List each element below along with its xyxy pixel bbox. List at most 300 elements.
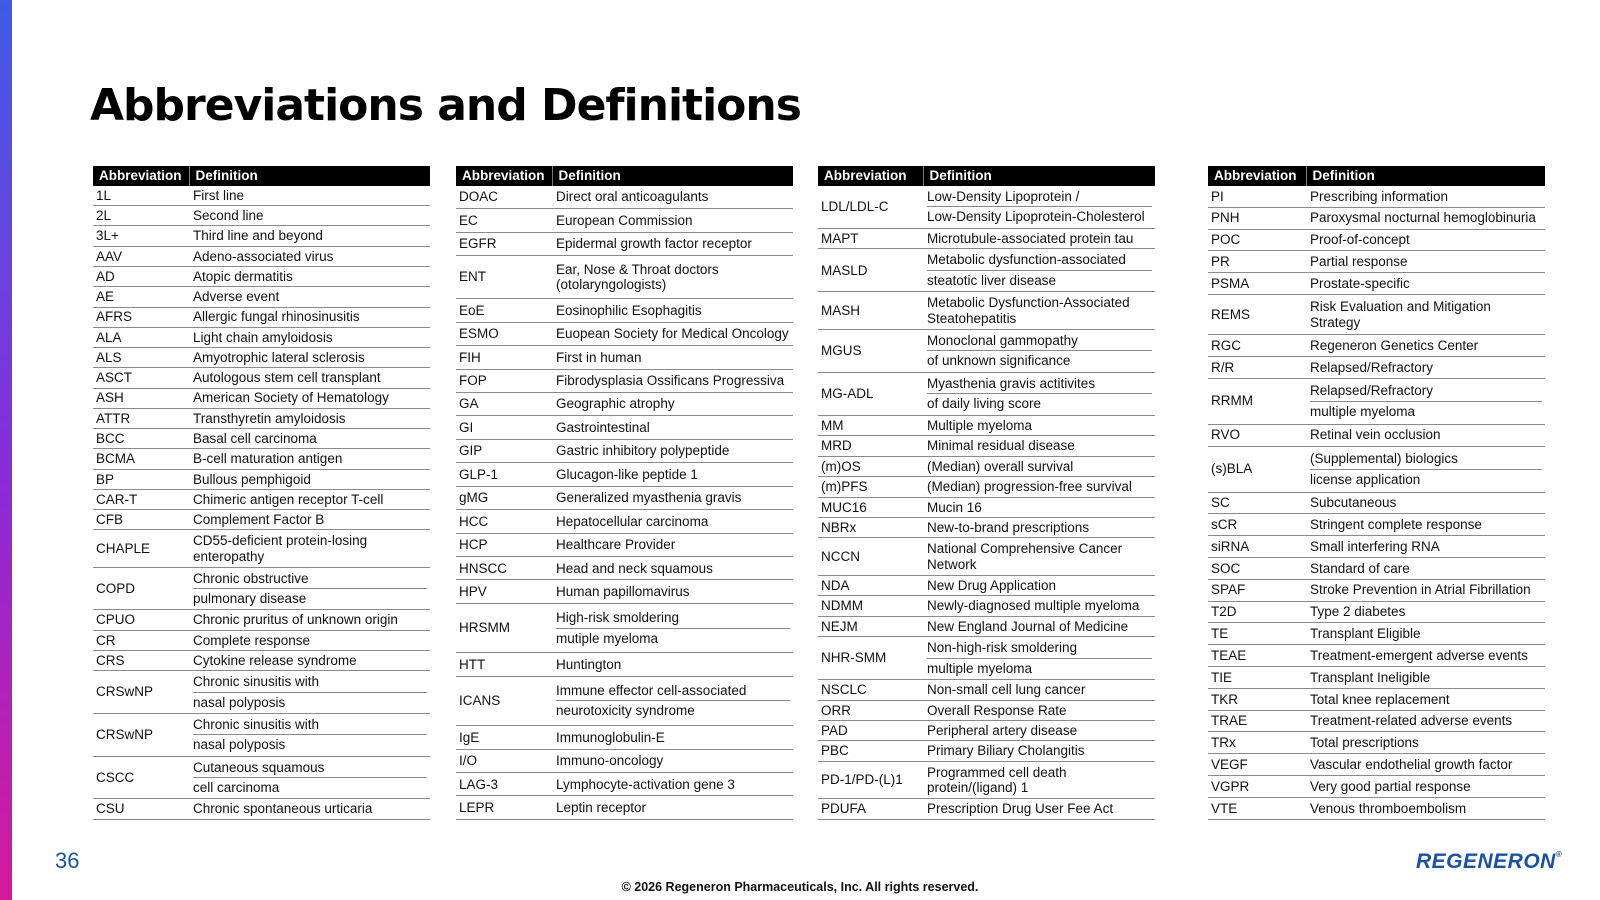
table-row xyxy=(456,749,793,772)
abbreviation-cell: PI xyxy=(1208,186,1306,207)
table-row xyxy=(93,650,430,670)
abbreviation-cell: TKR xyxy=(1208,688,1306,710)
definition-text: Mucin 16 xyxy=(927,499,982,515)
abbreviation-cell: T2D xyxy=(1208,601,1306,623)
definition-cell xyxy=(189,287,430,307)
definition-text: Relapsed/Refractory xyxy=(1310,383,1434,399)
definition-cell xyxy=(923,249,1155,292)
table-row xyxy=(818,637,1155,680)
definition-cell xyxy=(552,749,793,772)
definition-cell xyxy=(189,327,430,347)
abbreviation-cell: MAPT xyxy=(818,228,923,248)
table-row xyxy=(456,486,793,509)
definition-text: Healthcare Provider xyxy=(556,537,676,553)
table-row xyxy=(93,469,430,489)
definition-cell xyxy=(923,518,1155,538)
definition-text: Bullous pemphigoid xyxy=(193,471,311,487)
definition-text: Fibrodysplasia Ossificans Progressiva xyxy=(556,373,785,389)
definition-cell xyxy=(552,299,793,322)
abbreviation-cell: 1L xyxy=(93,186,189,206)
definition-header: Definition xyxy=(923,166,1155,186)
table-row xyxy=(456,796,793,820)
table-row xyxy=(93,449,430,469)
table-row xyxy=(818,477,1155,497)
definition-text: Euopean Society for Medical Oncology xyxy=(556,326,789,342)
definition-cell xyxy=(1306,424,1545,446)
table-row xyxy=(456,726,793,749)
definition-cell xyxy=(923,761,1155,799)
abbreviation-cell: CSU xyxy=(93,799,189,820)
table-row xyxy=(456,322,793,345)
definition-cell xyxy=(1306,335,1545,357)
definition-text: Cutaneous squamous xyxy=(193,759,325,775)
definition-text: Transplant Eligible xyxy=(1310,626,1421,642)
abbreviation-cell: R/R xyxy=(1208,356,1306,378)
definition-cell xyxy=(1306,797,1545,819)
definition-text: license application xyxy=(1310,469,1542,488)
definition-cell xyxy=(189,713,430,756)
definition-cell xyxy=(189,246,430,266)
abbreviation-cell: GIP xyxy=(456,439,552,462)
definition-cell xyxy=(923,799,1155,820)
definition-text: Direct oral anticoagulants xyxy=(556,189,709,205)
definition-text: Total knee replacement xyxy=(1310,691,1450,707)
definition-text: multiple myeloma xyxy=(1310,401,1542,420)
definition-cell xyxy=(552,580,793,603)
definition-text: Stringent complete response xyxy=(1310,517,1482,532)
definition-cell xyxy=(552,416,793,439)
definition-cell xyxy=(552,463,793,486)
abbreviation-cell: ASH xyxy=(93,388,189,408)
definition-text: Proof-of-concept xyxy=(1310,232,1410,248)
definition-cell xyxy=(1306,251,1545,273)
definition-cell xyxy=(552,346,793,369)
definition-text: Second line xyxy=(193,208,264,224)
table-row xyxy=(818,186,1155,228)
abbreviation-cell: MRD xyxy=(818,436,923,456)
table-row xyxy=(93,206,430,226)
table-row xyxy=(818,436,1155,456)
table-row xyxy=(93,307,430,327)
abbreviation-cell: NCCN xyxy=(818,538,923,576)
definition-cell xyxy=(1306,186,1545,207)
definition-text: Treatment-emergent adverse events xyxy=(1310,647,1528,663)
abbreviation-cell: MASH xyxy=(818,292,923,330)
definition-text: Immune effector cell-associated xyxy=(556,682,747,698)
abbreviation-cell: ESMO xyxy=(456,322,552,345)
abbreviation-cell: CAR-T xyxy=(93,489,189,509)
abbreviation-header: Abbreviation xyxy=(818,166,923,186)
abbreviation-cell: FIH xyxy=(456,346,552,369)
table-row xyxy=(456,510,793,533)
table-row xyxy=(1208,536,1545,558)
definition-text: Human papillomavirus xyxy=(556,583,690,599)
definition-text: Generalized myasthenia gravis xyxy=(556,490,742,506)
definition-text: Low-Density Lipoprotein-Cholesterol xyxy=(927,206,1152,225)
definition-cell xyxy=(923,637,1155,680)
table-row xyxy=(93,756,430,799)
definition-cell xyxy=(189,510,430,530)
definition-text: Non-small cell lung cancer xyxy=(927,682,1086,698)
abbreviation-cell: RVO xyxy=(1208,424,1306,446)
abbreviation-cell: SOC xyxy=(1208,557,1306,579)
definition-text: nasal polyposis xyxy=(193,734,427,753)
table-row xyxy=(93,630,430,650)
definition-header: Definition xyxy=(552,166,793,186)
table-row xyxy=(818,761,1155,799)
definition-text: (Median) overall survival xyxy=(927,458,1074,474)
definition-cell xyxy=(923,416,1155,436)
definition-cell xyxy=(923,700,1155,720)
table-row xyxy=(456,186,793,209)
definition-cell xyxy=(189,388,430,408)
table-row xyxy=(1208,667,1545,689)
table-row xyxy=(93,671,430,714)
abbreviation-cell: LAG-3 xyxy=(456,773,552,796)
definition-text: Third line and beyond xyxy=(193,228,323,244)
definition-text: steatotic liver disease xyxy=(927,270,1152,289)
definition-text: CD55-deficient protein-losing enteropathy xyxy=(193,533,368,564)
definition-text: cell carcinoma xyxy=(193,777,427,796)
abbreviation-cell: CFB xyxy=(93,510,189,530)
definition-cell xyxy=(552,256,793,299)
table-row xyxy=(1208,754,1545,776)
definition-cell xyxy=(552,533,793,556)
definition-cell xyxy=(189,650,430,670)
definition-text: Chronic obstructive xyxy=(193,570,309,586)
abbreviation-cell: AFRS xyxy=(93,307,189,327)
definition-cell xyxy=(189,307,430,327)
definition-text: Low-Density Lipoprotein / xyxy=(927,188,1080,204)
abbreviation-header: Abbreviation xyxy=(93,166,189,186)
abbreviation-cell: COPD xyxy=(93,567,189,610)
definition-cell xyxy=(189,267,430,287)
definition-text: Basal cell carcinoma xyxy=(193,431,317,447)
table-row xyxy=(93,246,430,266)
table-row xyxy=(93,327,430,347)
table-row xyxy=(818,700,1155,720)
definition-cell xyxy=(189,756,430,799)
definition-cell xyxy=(923,497,1155,517)
definition-cell xyxy=(552,439,793,462)
table-row xyxy=(818,228,1155,248)
abbreviation-cell: HCP xyxy=(456,533,552,556)
table-row xyxy=(818,721,1155,741)
table-row xyxy=(456,346,793,369)
table-row xyxy=(818,596,1155,616)
definition-text: Head and neck squamous xyxy=(556,560,713,576)
abbreviation-cell: AD xyxy=(93,267,189,287)
abbreviation-cell: CHAPLE xyxy=(93,530,189,567)
definition-text: Regeneron Genetics Center xyxy=(1310,337,1479,353)
table-row xyxy=(1208,207,1545,229)
definition-cell xyxy=(1306,294,1545,334)
definition-text: Prescription Drug User Fee Act xyxy=(927,801,1114,817)
table-row xyxy=(1208,601,1545,623)
definition-text: Lymphocyte-activation gene 3 xyxy=(556,776,735,792)
abbreviation-cell: MGUS xyxy=(818,329,923,372)
definition-cell xyxy=(189,469,430,489)
definition-cell xyxy=(552,796,793,820)
definition-cell xyxy=(1306,273,1545,295)
definition-cell xyxy=(1306,557,1545,579)
definition-cell xyxy=(189,226,430,246)
table-row xyxy=(818,292,1155,330)
definition-text: High-risk smoldering xyxy=(556,610,680,626)
definition-text: neurotoxicity syndrome xyxy=(556,700,790,719)
definition-text: Geographic atrophy xyxy=(556,396,675,412)
definition-text: Programmed cell death protein/(ligand) 1 xyxy=(927,764,1067,796)
abbreviation-table-3 xyxy=(818,166,1155,820)
definition-header: Definition xyxy=(1306,166,1545,186)
definition-cell xyxy=(189,449,430,469)
abbreviation-cell: FOP xyxy=(456,369,552,392)
definition-text: of unknown significance xyxy=(927,350,1152,369)
table-row xyxy=(1208,251,1545,273)
table-row xyxy=(1208,273,1545,295)
abbreviation-cell: NEJM xyxy=(818,616,923,636)
abbreviation-cell: AE xyxy=(93,287,189,307)
definition-header: Definition xyxy=(189,166,430,186)
definition-cell xyxy=(552,653,793,676)
abbreviation-cell: (m)PFS xyxy=(818,477,923,497)
abbreviation-cell: CR xyxy=(93,630,189,650)
definition-text: Ear, Nose & Throat doctors (otolaryngologists) xyxy=(556,261,719,293)
definition-cell xyxy=(923,372,1155,415)
definition-cell xyxy=(923,538,1155,576)
abbreviation-cell: ASCT xyxy=(93,368,189,388)
table-row xyxy=(456,676,793,725)
abbreviation-cell: POC xyxy=(1208,229,1306,251)
table-row xyxy=(1208,378,1545,424)
definition-cell xyxy=(1306,645,1545,667)
definition-cell xyxy=(1306,667,1545,689)
definition-cell xyxy=(189,671,430,714)
definition-cell xyxy=(552,557,793,580)
definition-text: of daily living score xyxy=(927,393,1152,412)
table-row xyxy=(1208,732,1545,754)
definition-cell xyxy=(189,206,430,226)
definition-text: Overall Response Rate xyxy=(927,702,1067,718)
definition-cell xyxy=(1306,732,1545,754)
definition-text: Chronic sinusitis with xyxy=(193,716,320,732)
definition-cell xyxy=(189,368,430,388)
definition-text: Metabolic Dysfunction-Associated Steatohepatitis xyxy=(927,295,1130,326)
table-row xyxy=(93,489,430,509)
table-row xyxy=(93,226,430,246)
abbreviation-cell: VEGF xyxy=(1208,754,1306,776)
abbreviation-cell: BCC xyxy=(93,429,189,449)
definition-text: Chronic pruritus of unknown origin xyxy=(193,612,398,628)
abbreviation-cell: SPAF xyxy=(1208,579,1306,601)
abbreviation-cell: gMG xyxy=(456,486,552,509)
definition-text: National Comprehensive Cancer Network xyxy=(927,541,1123,572)
abbreviation-cell: TIE xyxy=(1208,667,1306,689)
table-row xyxy=(818,372,1155,415)
definition-cell xyxy=(552,232,793,255)
definition-text: Stroke Prevention in Atrial Fibrillation xyxy=(1310,582,1531,598)
abbreviation-cell: MASLD xyxy=(818,249,923,292)
definition-text: Venous thromboembolism xyxy=(1310,800,1467,816)
registered-mark: ® xyxy=(1555,850,1563,859)
definition-text: Newly-diagnosed multiple myeloma xyxy=(927,598,1140,614)
definition-cell xyxy=(1306,356,1545,378)
definition-text: Glucagon-like peptide 1 xyxy=(556,466,698,482)
table-row xyxy=(1208,688,1545,710)
definition-text: Risk Evaluation and Mitigation Strategy xyxy=(1310,299,1491,330)
logo-text: REGENERON xyxy=(1416,850,1556,873)
definition-text: Complete response xyxy=(193,632,311,648)
abbreviation-cell: CRSwNP xyxy=(93,671,189,714)
table-row xyxy=(93,267,430,287)
definition-cell xyxy=(923,186,1155,228)
definition-text: Prescribing information xyxy=(1310,188,1449,204)
definition-cell xyxy=(552,209,793,232)
abbreviation-cell: RGC xyxy=(1208,335,1306,357)
definition-text: New Drug Application xyxy=(927,577,1057,593)
table-row xyxy=(1208,294,1545,334)
table-row xyxy=(456,533,793,556)
abbreviation-cell: VTE xyxy=(1208,797,1306,819)
abbreviation-header: Abbreviation xyxy=(1208,166,1306,186)
table-row xyxy=(1208,186,1545,207)
abbreviation-cell: SC xyxy=(1208,492,1306,514)
abbreviation-cell: TRAE xyxy=(1208,710,1306,732)
abbreviation-cell: HTT xyxy=(456,653,552,676)
definition-cell xyxy=(923,456,1155,476)
definition-cell xyxy=(1306,492,1545,514)
table-row xyxy=(818,680,1155,700)
definition-cell xyxy=(1306,378,1545,424)
abbreviation-cell: siRNA xyxy=(1208,536,1306,558)
definition-cell xyxy=(552,392,793,415)
definition-cell xyxy=(189,610,430,630)
abbreviation-cell: NBRx xyxy=(818,518,923,538)
definition-cell xyxy=(923,616,1155,636)
definition-cell xyxy=(923,596,1155,616)
definition-text: Relapsed/Refractory xyxy=(1310,359,1434,375)
abbreviation-cell: HPV xyxy=(456,580,552,603)
abbreviation-cell: HRSMM xyxy=(456,603,552,652)
definition-text: Minimal residual disease xyxy=(927,438,1075,454)
abbreviation-cell: HCC xyxy=(456,510,552,533)
table-row xyxy=(1208,229,1545,251)
abbreviation-cell: 2L xyxy=(93,206,189,226)
definition-text: Autologous stem cell transplant xyxy=(193,370,381,386)
abbreviation-cell: sCR xyxy=(1208,514,1306,536)
definition-text: Subcutaneous xyxy=(1310,495,1397,511)
abbreviation-cell: ATTR xyxy=(93,408,189,428)
table-row xyxy=(456,209,793,232)
definition-cell xyxy=(1306,601,1545,623)
abbreviation-cell: 3L+ xyxy=(93,226,189,246)
definition-cell xyxy=(1306,207,1545,229)
definition-text: Light chain amyloidosis xyxy=(193,329,333,345)
definition-cell xyxy=(189,429,430,449)
table-row xyxy=(818,575,1155,595)
table-row xyxy=(818,329,1155,372)
table-row xyxy=(456,603,793,652)
definition-text: Gastrointestinal xyxy=(556,419,650,435)
definition-cell xyxy=(189,799,430,820)
abbreviation-cell: PBC xyxy=(818,741,923,761)
definition-text: First line xyxy=(193,187,245,203)
table-row xyxy=(93,610,430,630)
abbreviation-cell: ORR xyxy=(818,700,923,720)
table-row xyxy=(93,388,430,408)
gradient-accent-bar xyxy=(0,0,12,900)
table-row xyxy=(456,256,793,299)
definition-text: Multiple myeloma xyxy=(927,417,1033,433)
abbreviation-cell: ALA xyxy=(93,327,189,347)
definition-text: Adverse event xyxy=(193,289,280,305)
abbreviation-cell: CRS xyxy=(93,650,189,670)
table-row xyxy=(1208,776,1545,798)
definition-text: Prostate-specific xyxy=(1310,275,1410,291)
abbreviation-cell: LDL/LDL-C xyxy=(818,186,923,228)
table-row xyxy=(818,518,1155,538)
table-row xyxy=(1208,514,1545,536)
page-title: Abbreviations and Definitions xyxy=(90,80,801,131)
table-row xyxy=(456,580,793,603)
definition-cell xyxy=(1306,579,1545,601)
definition-text: Metabolic dysfunction-associated xyxy=(927,252,1126,268)
definition-text: B-cell maturation antigen xyxy=(193,451,343,467)
definition-text: Very good partial response xyxy=(1310,778,1471,794)
abbreviation-cell: DOAC xyxy=(456,186,552,209)
definition-cell xyxy=(1306,446,1545,492)
abbreviation-cell: BP xyxy=(93,469,189,489)
table-row xyxy=(1208,710,1545,732)
abbreviation-cell: ICANS xyxy=(456,676,552,725)
definition-cell xyxy=(1306,536,1545,558)
table-row xyxy=(456,439,793,462)
table-row xyxy=(456,392,793,415)
definition-cell xyxy=(552,486,793,509)
definition-text: Amyotrophic lateral sclerosis xyxy=(193,349,365,365)
table-row xyxy=(1208,797,1545,819)
definition-text: Small interfering RNA xyxy=(1310,538,1440,554)
definition-cell xyxy=(923,680,1155,700)
definition-text: Eosinophilic Esophagitis xyxy=(556,302,702,318)
definition-text: Chronic sinusitis with xyxy=(193,674,320,690)
definition-cell xyxy=(552,773,793,796)
definition-cell xyxy=(189,489,430,509)
abbreviation-cell: I/O xyxy=(456,749,552,772)
definition-cell xyxy=(189,630,430,650)
abbreviation-cell: PSMA xyxy=(1208,273,1306,295)
definition-text: Monoclonal gammopathy xyxy=(927,332,1078,348)
definition-text: Treatment-related adverse events xyxy=(1310,713,1513,729)
table-row xyxy=(818,741,1155,761)
definition-text: American Society of Hematology xyxy=(193,390,389,406)
table-row xyxy=(93,287,430,307)
abbreviation-cell: MG-ADL xyxy=(818,372,923,415)
definition-text: Immuno-oncology xyxy=(556,753,664,769)
table-row xyxy=(93,713,430,756)
abbreviation-cell: ALS xyxy=(93,348,189,368)
abbreviation-cell: PDUFA xyxy=(818,799,923,820)
table-row xyxy=(456,557,793,580)
table-row xyxy=(456,299,793,322)
table-row xyxy=(818,497,1155,517)
definition-cell xyxy=(923,292,1155,330)
abbreviation-cell: EC xyxy=(456,209,552,232)
definition-cell xyxy=(189,348,430,368)
definition-cell xyxy=(1306,229,1545,251)
definition-cell xyxy=(923,228,1155,248)
abbreviation-cell: PNH xyxy=(1208,207,1306,229)
